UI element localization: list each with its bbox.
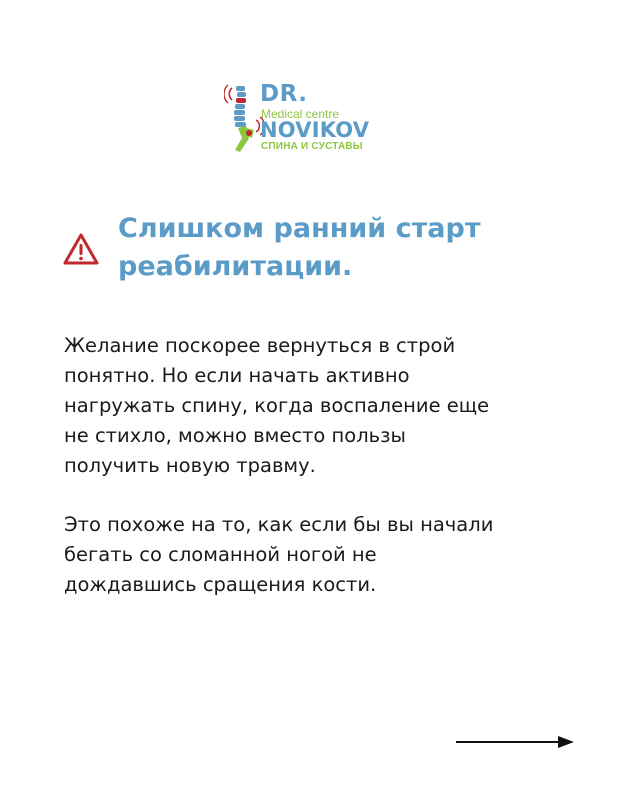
logo-dr-text: DR. [260,81,308,107]
warning-icon [62,232,100,266]
page-title: Слишком ранний старт реабилитации. [118,213,481,282]
body-paragraph-1: Желание поскорее вернуться в строй понятно. Но если начать активно нагружать спину, когда воспаление еще не стихло, можно вместо пользы получить новую травму. [64,334,490,477]
logo-novikov-text: NOVIKOV [260,118,370,142]
brand-logo [224,82,374,154]
spine-icon [224,82,264,154]
logo-tagline: СПИНА И СУСТАВЫ [261,141,363,152]
logo-medical-centre-text: Medical centre [261,107,340,121]
arrow-right-icon[interactable] [456,734,576,750]
body-paragraph-2: Это похоже на то, как если бы вы начали бегать со сломанной ногой не дождавшись сращения кости. [64,513,494,596]
